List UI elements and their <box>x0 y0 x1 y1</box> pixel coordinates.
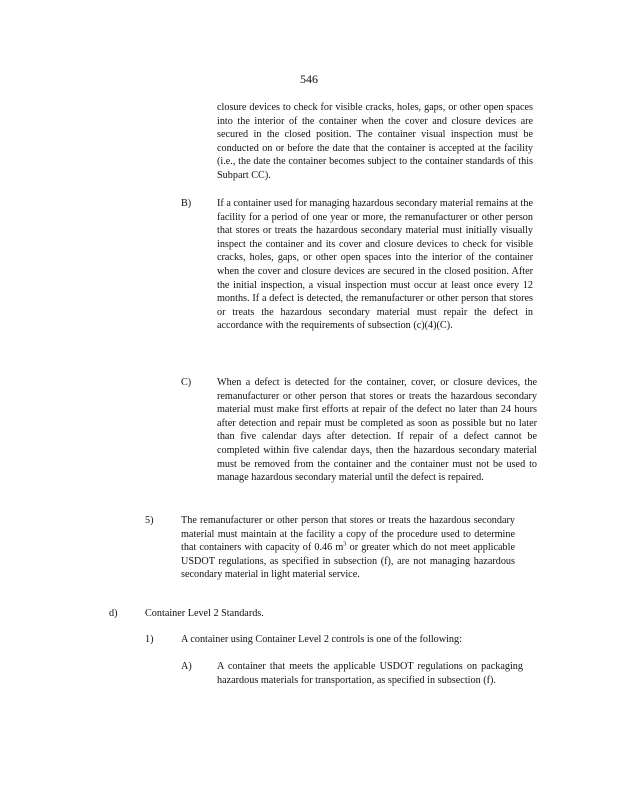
item-a-label: A) <box>181 661 192 672</box>
item-1-text: A container using Container Level 2 controls is one of the following: <box>181 634 462 645</box>
item-5-label: 5) <box>145 515 154 526</box>
superscript-exponent: 3 <box>343 540 347 548</box>
item-5-text: The remanufacturer or other person that stores or treats the hazardous secondary material must maintain at the facility a copy of the procedure used to determine that containers with capacity of 0.46 $m^3$ or greater which do not meet applicable USDOT regulations, as specified in subsection (f), are not managing hazardous secondary material in light material service. <box>181 515 515 581</box>
item-d-heading: Container Level 2 Standards. <box>145 608 264 619</box>
item-c-text: When a defect is detected for the container, cover, or closure devices, the remanufacturer or other person that stores or treats the hazardous secondary material must make first efforts at repair of the defect no later than 24 hours after detection and repair must be completed as soon as possible but no later than five calendar days after detection. If repair of a defect cannot be completed within five calendar days, then the hazardous secondary material must be removed from the container and the container must not be used to manage hazardous secondary material until the defect is repaired. <box>217 377 537 484</box>
continuation-paragraph: closure devices to check for visible cracks, holes, gaps, or other open spaces into the interior of the container when the cover and closure devices are secured in the closed position. The container visual inspection must be conducted on or before the date that the container is accepted at the facility (i.e., the date the container becomes subject to the container standards of this Subpart CC). <box>217 102 533 181</box>
item-b-text: If a container used for managing hazardous secondary material remains at the facility for a period of one year or more, the remanufacturer or other person that stores or treats the hazardous secondary material must initially visually inspect the container and its cover and closure devices to check for visible cracks, holes, gaps, or other open spaces into the interior of the container when the cover and closure devices are secured in the closed position. After the initial inspection, a visual inspection must occur at least once every 12 months. If a defect is detected, the remanufacturer or other person that stores or treats the hazardous secondary material must repair the defect in accordance with the requirements of subsection (c)(4)(C). <box>217 198 533 332</box>
item-1-label: 1) <box>145 634 154 645</box>
item-a-text: A container that meets the applicable USDOT regulations on packaging hazardous materials for transportation, as specified in subsection (f). <box>217 661 523 686</box>
page-number: 546 <box>300 72 318 86</box>
item-b-label: B) <box>181 198 192 209</box>
item-c-label: C) <box>181 377 192 388</box>
item-d-label: d) <box>109 608 118 619</box>
